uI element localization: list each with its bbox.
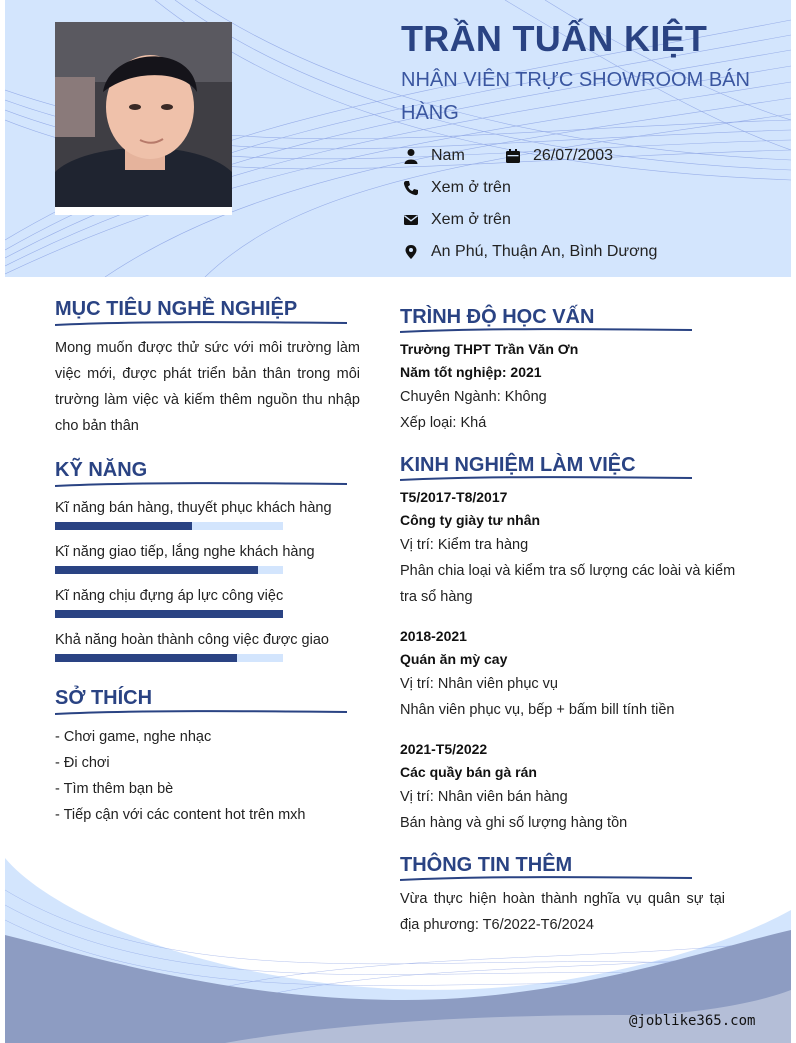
profile-photo-frame [55, 22, 232, 215]
education-title: TRÌNH ĐỘ HỌC VẤN [400, 306, 595, 328]
email-row [401, 208, 511, 232]
education-graduation: Năm tốt nghiệp: 2021 [400, 364, 542, 380]
skill-item-1 [55, 498, 345, 530]
skill-item-3 [55, 586, 345, 618]
calendar-icon [503, 146, 523, 166]
skill-bar-fill [55, 654, 237, 662]
cv-page [5, 0, 791, 1043]
skills-underline [55, 481, 347, 489]
phone-row [401, 176, 511, 200]
job-description: tra sổ hàng [400, 589, 473, 605]
address-value: An Phú, Thuận An, Bình Dương [431, 243, 658, 260]
skill-item-4 [55, 630, 345, 662]
person-icon [401, 146, 421, 166]
address-row [401, 240, 657, 264]
skills-title: KỸ NĂNG [55, 459, 148, 481]
birthdate-row [503, 144, 613, 168]
hobbies-title: SỞ THÍCH [55, 687, 153, 709]
phone-value: Xem ở trên [431, 179, 511, 196]
additional-info-text: Vừa thực hiện hoàn thành nghĩa vụ quân sự tại địa phương: T6/2022-T6/2024 [400, 891, 725, 933]
experience-underline [400, 475, 692, 483]
map-pin-icon [401, 242, 421, 262]
skill-bar-fill [55, 522, 192, 530]
profile-photo [55, 22, 232, 207]
objective-underline [55, 320, 347, 328]
gender-row [401, 144, 465, 168]
job-position: Vị trí: Nhân viên phục vụ [400, 676, 558, 692]
hobby-item: - Tiếp cận với các content hot trên mxh [55, 807, 306, 823]
hobby-item: - Chơi game, nghe nhạc [55, 729, 212, 745]
education-school: Trường THPT Trần Văn Ơn [400, 341, 579, 357]
skill-bar [55, 522, 283, 530]
hobby-item: - Tìm thêm bạn bè [55, 781, 174, 797]
skill-name: Kĩ năng chịu đựng áp lực công việc [55, 588, 284, 604]
email-value: Xem ở trên [431, 211, 511, 228]
job-company: Công ty giày tư nhân [400, 512, 541, 528]
job-period: T5/2017-T8/2017 [400, 489, 508, 505]
envelope-icon [401, 210, 421, 230]
job-description: Nhân viên phục vụ, bếp + bấm bill tính tiền [400, 702, 675, 718]
phone-icon [401, 178, 421, 198]
job-company: Các quầy bán gà rán [400, 764, 537, 780]
skill-name: Khả năng hoàn thành công việc được giao [55, 632, 329, 648]
watermark: @joblike365.com [629, 1013, 756, 1029]
gender-value: Nam [431, 147, 465, 164]
skill-item-2 [55, 542, 345, 574]
job-position: Vị trí: Kiểm tra hàng [400, 537, 529, 553]
job-position: Vị trí: Nhân viên bán hàng [400, 789, 568, 805]
candidate-name: TRẦN TUẤN KIỆT [401, 18, 708, 59]
birthdate-value: 26/07/2003 [533, 147, 614, 164]
objective-title: MỤC TIÊU NGHỀ NGHIỆP [55, 298, 298, 320]
objective-text: Mong muốn được thử sức với môi trường làm việc mới, được phát triển bản thân trong môi trường làm việc và kiếm thêm nguồn thu nhập cho bản thân [55, 340, 360, 434]
skill-name: Kĩ năng giao tiếp, lắng nghe khách hàng [55, 544, 315, 560]
job-company: Quán ăn mỳ cay [400, 651, 508, 667]
education-underline [400, 327, 692, 335]
skill-bar-fill [55, 610, 283, 618]
education-major: Chuyên Ngành: Không [400, 389, 547, 405]
experience-title: KINH NGHIỆM LÀM VIỆC [400, 454, 636, 476]
education-rank: Xếp loại: Khá [400, 415, 487, 431]
hobby-item: - Đi chơi [55, 755, 110, 771]
skill-bar [55, 566, 283, 574]
job-description: Bán hàng và ghi số lượng hàng tồn [400, 815, 628, 831]
additional-info-underline [400, 875, 692, 883]
job-description: Phân chia loại và kiểm tra số lượng các loài và kiểm [400, 563, 736, 579]
skill-bar-fill [55, 566, 258, 574]
skill-name: Kĩ năng bán hàng, thuyết phục khách hàng [55, 500, 332, 516]
job-title: NHÂN VIÊN TRỰC SHOWROOM BÁN HÀNG [401, 69, 750, 124]
header [5, 0, 791, 277]
additional-info-title: THÔNG TIN THÊM [400, 854, 573, 876]
job-period: 2021-T5/2022 [400, 741, 488, 757]
skill-bar [55, 654, 283, 662]
hobbies-underline [55, 709, 347, 717]
job-period: 2018-2021 [400, 628, 467, 644]
skill-bar [55, 610, 283, 618]
